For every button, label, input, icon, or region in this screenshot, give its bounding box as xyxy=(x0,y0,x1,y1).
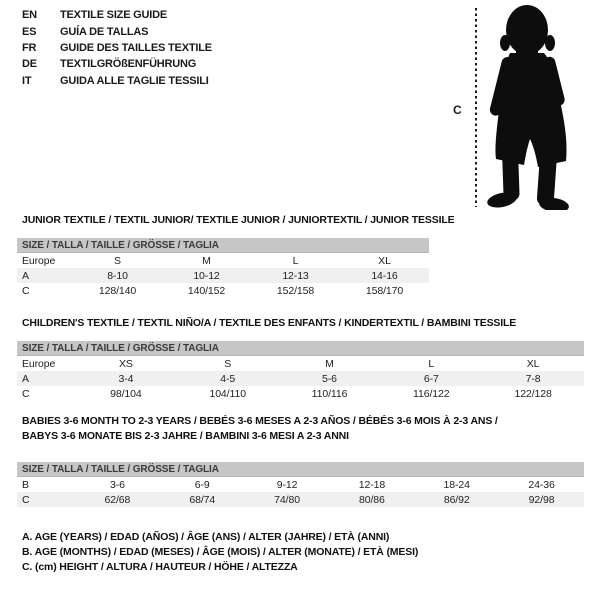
language-code: IT xyxy=(22,74,32,87)
cell: 6-9 xyxy=(194,478,210,491)
table-row xyxy=(17,356,584,372)
language-label: GUIDE DES TAILLES TEXTILE xyxy=(60,41,212,54)
legend-line-a: A. AGE (YEARS) / EDAD (AÑOS) / ÂGE (ANS) / ALTER (JAHRE) / ETÀ (ANNI) xyxy=(22,531,390,543)
cell: 18-24 xyxy=(443,478,470,491)
table-row xyxy=(17,492,584,507)
language-row xyxy=(22,73,212,89)
row-label: Europe xyxy=(22,357,56,370)
row-label: A xyxy=(17,371,75,386)
babies-table-title-block xyxy=(17,414,584,444)
junior-size-table xyxy=(17,238,429,298)
baby-silhouette-icon xyxy=(486,3,594,210)
cell: 110/116 xyxy=(311,387,348,400)
cell: 152/158 xyxy=(276,284,315,297)
cell: 140/152 xyxy=(187,284,226,297)
cell: M xyxy=(325,357,334,370)
language-code: DE xyxy=(22,58,37,71)
table-row xyxy=(17,283,429,298)
size-header-bar: SIZE / TALLA / TAILLE / GRÖSSE / TAGLIA xyxy=(17,238,429,253)
row-label: A xyxy=(17,268,73,283)
row-label: Europe xyxy=(22,254,56,267)
size-header-bar: SIZE / TALLA / TAILLE / GRÖSSE / TAGLIA xyxy=(17,462,584,477)
language-row xyxy=(22,40,212,56)
cell: 4-5 xyxy=(177,371,279,386)
babies-size-table xyxy=(17,462,584,507)
measurement-legend xyxy=(22,530,418,576)
cell: 116/122 xyxy=(413,387,450,400)
cell: 24-36 xyxy=(528,478,555,491)
language-label: TEXTILE SIZE GUIDE xyxy=(60,9,168,22)
cell: 6-7 xyxy=(380,371,482,386)
table-row xyxy=(17,253,429,269)
cell: 128/140 xyxy=(98,284,137,297)
children-textile-section xyxy=(17,317,584,401)
cell: 5-6 xyxy=(279,371,381,386)
cell: 80/86 xyxy=(329,492,414,507)
table-row xyxy=(17,477,584,493)
row-label: C xyxy=(17,492,75,507)
cell: 14-16 xyxy=(340,268,429,283)
cell: 86/92 xyxy=(414,492,499,507)
cell: 62/68 xyxy=(75,492,160,507)
cell: 122/128 xyxy=(514,387,552,400)
language-row xyxy=(22,23,212,39)
language-label: TEXTILGRÖßENFÜHRUNG xyxy=(60,58,197,71)
cell: 8-10 xyxy=(73,268,162,283)
cell: 158/170 xyxy=(365,284,404,297)
cell: XS xyxy=(118,357,133,370)
cell: 104/110 xyxy=(209,387,246,400)
cell: L xyxy=(428,357,435,370)
cell: 9-12 xyxy=(276,478,298,491)
cell: XL xyxy=(526,357,540,370)
language-row xyxy=(22,56,212,72)
row-label: B xyxy=(22,478,29,491)
junior-textile-section xyxy=(17,214,455,298)
cell: 3-4 xyxy=(75,371,177,386)
cell: S xyxy=(224,357,232,370)
language-label: GUÍA DE TALLAS xyxy=(60,25,149,38)
junior-table-title: JUNIOR TEXTILE / TEXTIL JUNIOR/ TEXTILE JUNIOR / JUNIORTEXTIL / JUNIOR TESSILE xyxy=(22,214,455,226)
cell: 3-6 xyxy=(109,478,125,491)
table-row xyxy=(17,386,584,401)
children-size-table xyxy=(17,341,584,401)
language-list xyxy=(22,7,212,89)
language-code: ES xyxy=(22,25,37,38)
cell: 68/74 xyxy=(160,492,245,507)
cell: M xyxy=(202,254,211,267)
cell: 12-13 xyxy=(251,268,340,283)
language-row xyxy=(22,7,212,23)
cell: 12-18 xyxy=(358,478,386,491)
cell: 74/80 xyxy=(245,492,330,507)
cell: L xyxy=(292,254,299,267)
cell: 98/104 xyxy=(110,387,142,400)
table-row xyxy=(17,371,584,386)
cell: 7-8 xyxy=(482,371,584,386)
babies-table-title-line2: BABYS 3-6 MONATE BIS 2-3 JAHRE / BAMBINI 3-6 MESI A 2-3 ANNI xyxy=(22,430,349,442)
table-row xyxy=(17,268,429,283)
babies-table-title-line1: BABIES 3-6 MONTH TO 2-3 YEARS / BEBÉS 3-6 MESES A 2-3 AÑOS / BÉBÉS 3-6 MOIS À 2-3 ANS / xyxy=(22,415,498,427)
size-header-bar: SIZE / TALLA / TAILLE / GRÖSSE / TAGLIA xyxy=(17,341,584,356)
children-table-title: CHILDREN'S TEXTILE / TEXTIL NIÑO/A / TEXTILE DES ENFANTS / KINDERTEXTIL / BAMBINI TESSILE xyxy=(22,317,517,329)
height-measure-dotted-line xyxy=(475,8,477,207)
height-measure-label: C xyxy=(453,103,462,117)
legend-line-b: B. AGE (MONTHS) / EDAD (MESES) / ÂGE (MOIS) / ALTER (MONATE) / ETÀ (MESI) xyxy=(22,546,419,559)
language-code: FR xyxy=(22,41,37,54)
cell: XL xyxy=(378,254,391,267)
babies-textile-section xyxy=(17,414,584,507)
cell: S xyxy=(114,254,121,267)
legend-line-c: C. (cm) HEIGHT / ALTURA / HAUTEUR / HÖHE / ALTEZZA xyxy=(22,561,298,574)
cell: 10-12 xyxy=(162,268,251,283)
language-code: EN xyxy=(22,9,37,22)
language-label: GUIDA ALLE TAGLIE TESSILI xyxy=(60,74,209,87)
row-label: C xyxy=(22,284,30,297)
cell: 92/98 xyxy=(499,492,584,507)
row-label: C xyxy=(22,387,30,400)
